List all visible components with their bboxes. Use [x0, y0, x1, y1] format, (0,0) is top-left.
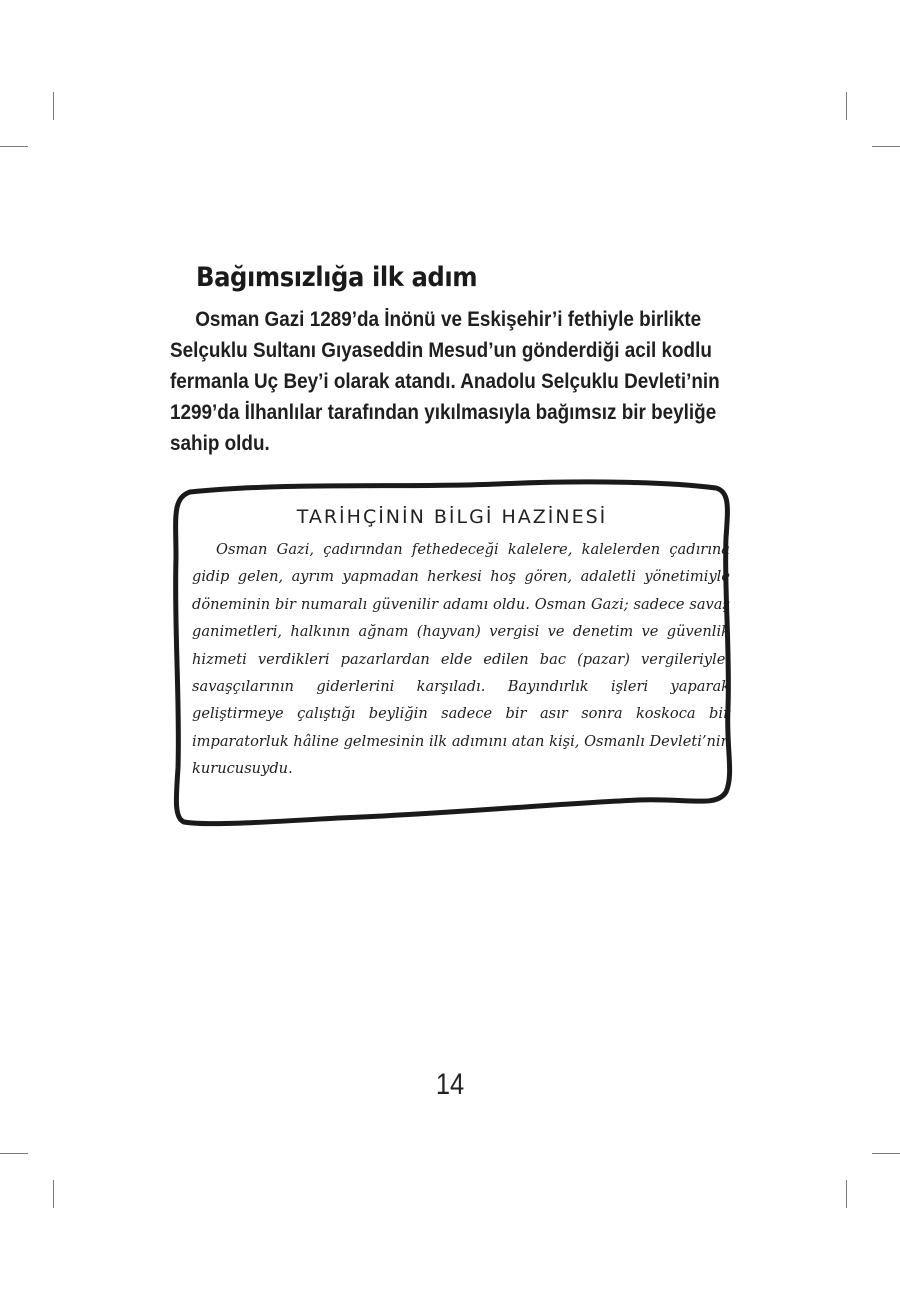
- info-box-text: Osman Gazi, çadırından fethedeceği kalelere, kalelerden çadırına gidip gelen, ayrım yapmadan herkesi hoş gören, adaletli yönetimiyle döneminin bir numaralı güvenilir adamı oldu. Osman Gazi; sadece savaş ganimetleri, halkının ağnam (hayvan) vergisi ve denetim ve güvenlik hizmeti verdikleri pazarlardan elde edilen bac (pazar) vergileriyle, savaşçılarının giderlerini karşıladı. Bayındırlık işleri yaparak geliştirmeye çalıştığı beyliğin sadece bir asır sonra koskoca bir imparatorluk hâline gelmesinin ilk adımını atan kişi, Osmanlı Devleti’nin kurucusuydu.: [192, 541, 730, 778]
- info-box: [168, 478, 736, 832]
- section-paragraph: Osman Gazi 1289’da İnönü ve Eskişehir’i fethiyle birlikte Selçuklu Sultanı Gıyaseddin Mesud’un gönderdiği acil kodlu fermanla Uç Bey’i olarak atandı. Anadolu Selçuklu Devleti’nin 1299’da İlhanlılar tarafından yıkılmasıyla bağımsız bir beyliğe sahip oldu.: [170, 308, 720, 455]
- crop-mark-bottom-left-horizontal: [0, 1153, 28, 1154]
- crop-mark-bottom-left-vertical: [53, 1180, 54, 1208]
- section-title: Bağımsızlığa ilk adım: [196, 262, 478, 293]
- page-number: 14: [435, 1068, 465, 1101]
- crop-mark-top-left-vertical: [53, 92, 54, 120]
- crop-mark-top-right-vertical: [846, 92, 847, 120]
- crop-mark-bottom-right-vertical: [846, 1180, 847, 1208]
- crop-mark-bottom-right-horizontal: [872, 1153, 900, 1154]
- crop-mark-top-right-horizontal: [872, 146, 900, 147]
- crop-mark-top-left-horizontal: [0, 146, 28, 147]
- info-box-title: TARİHÇİNİN BİLGİ HAZİNESİ: [296, 506, 608, 528]
